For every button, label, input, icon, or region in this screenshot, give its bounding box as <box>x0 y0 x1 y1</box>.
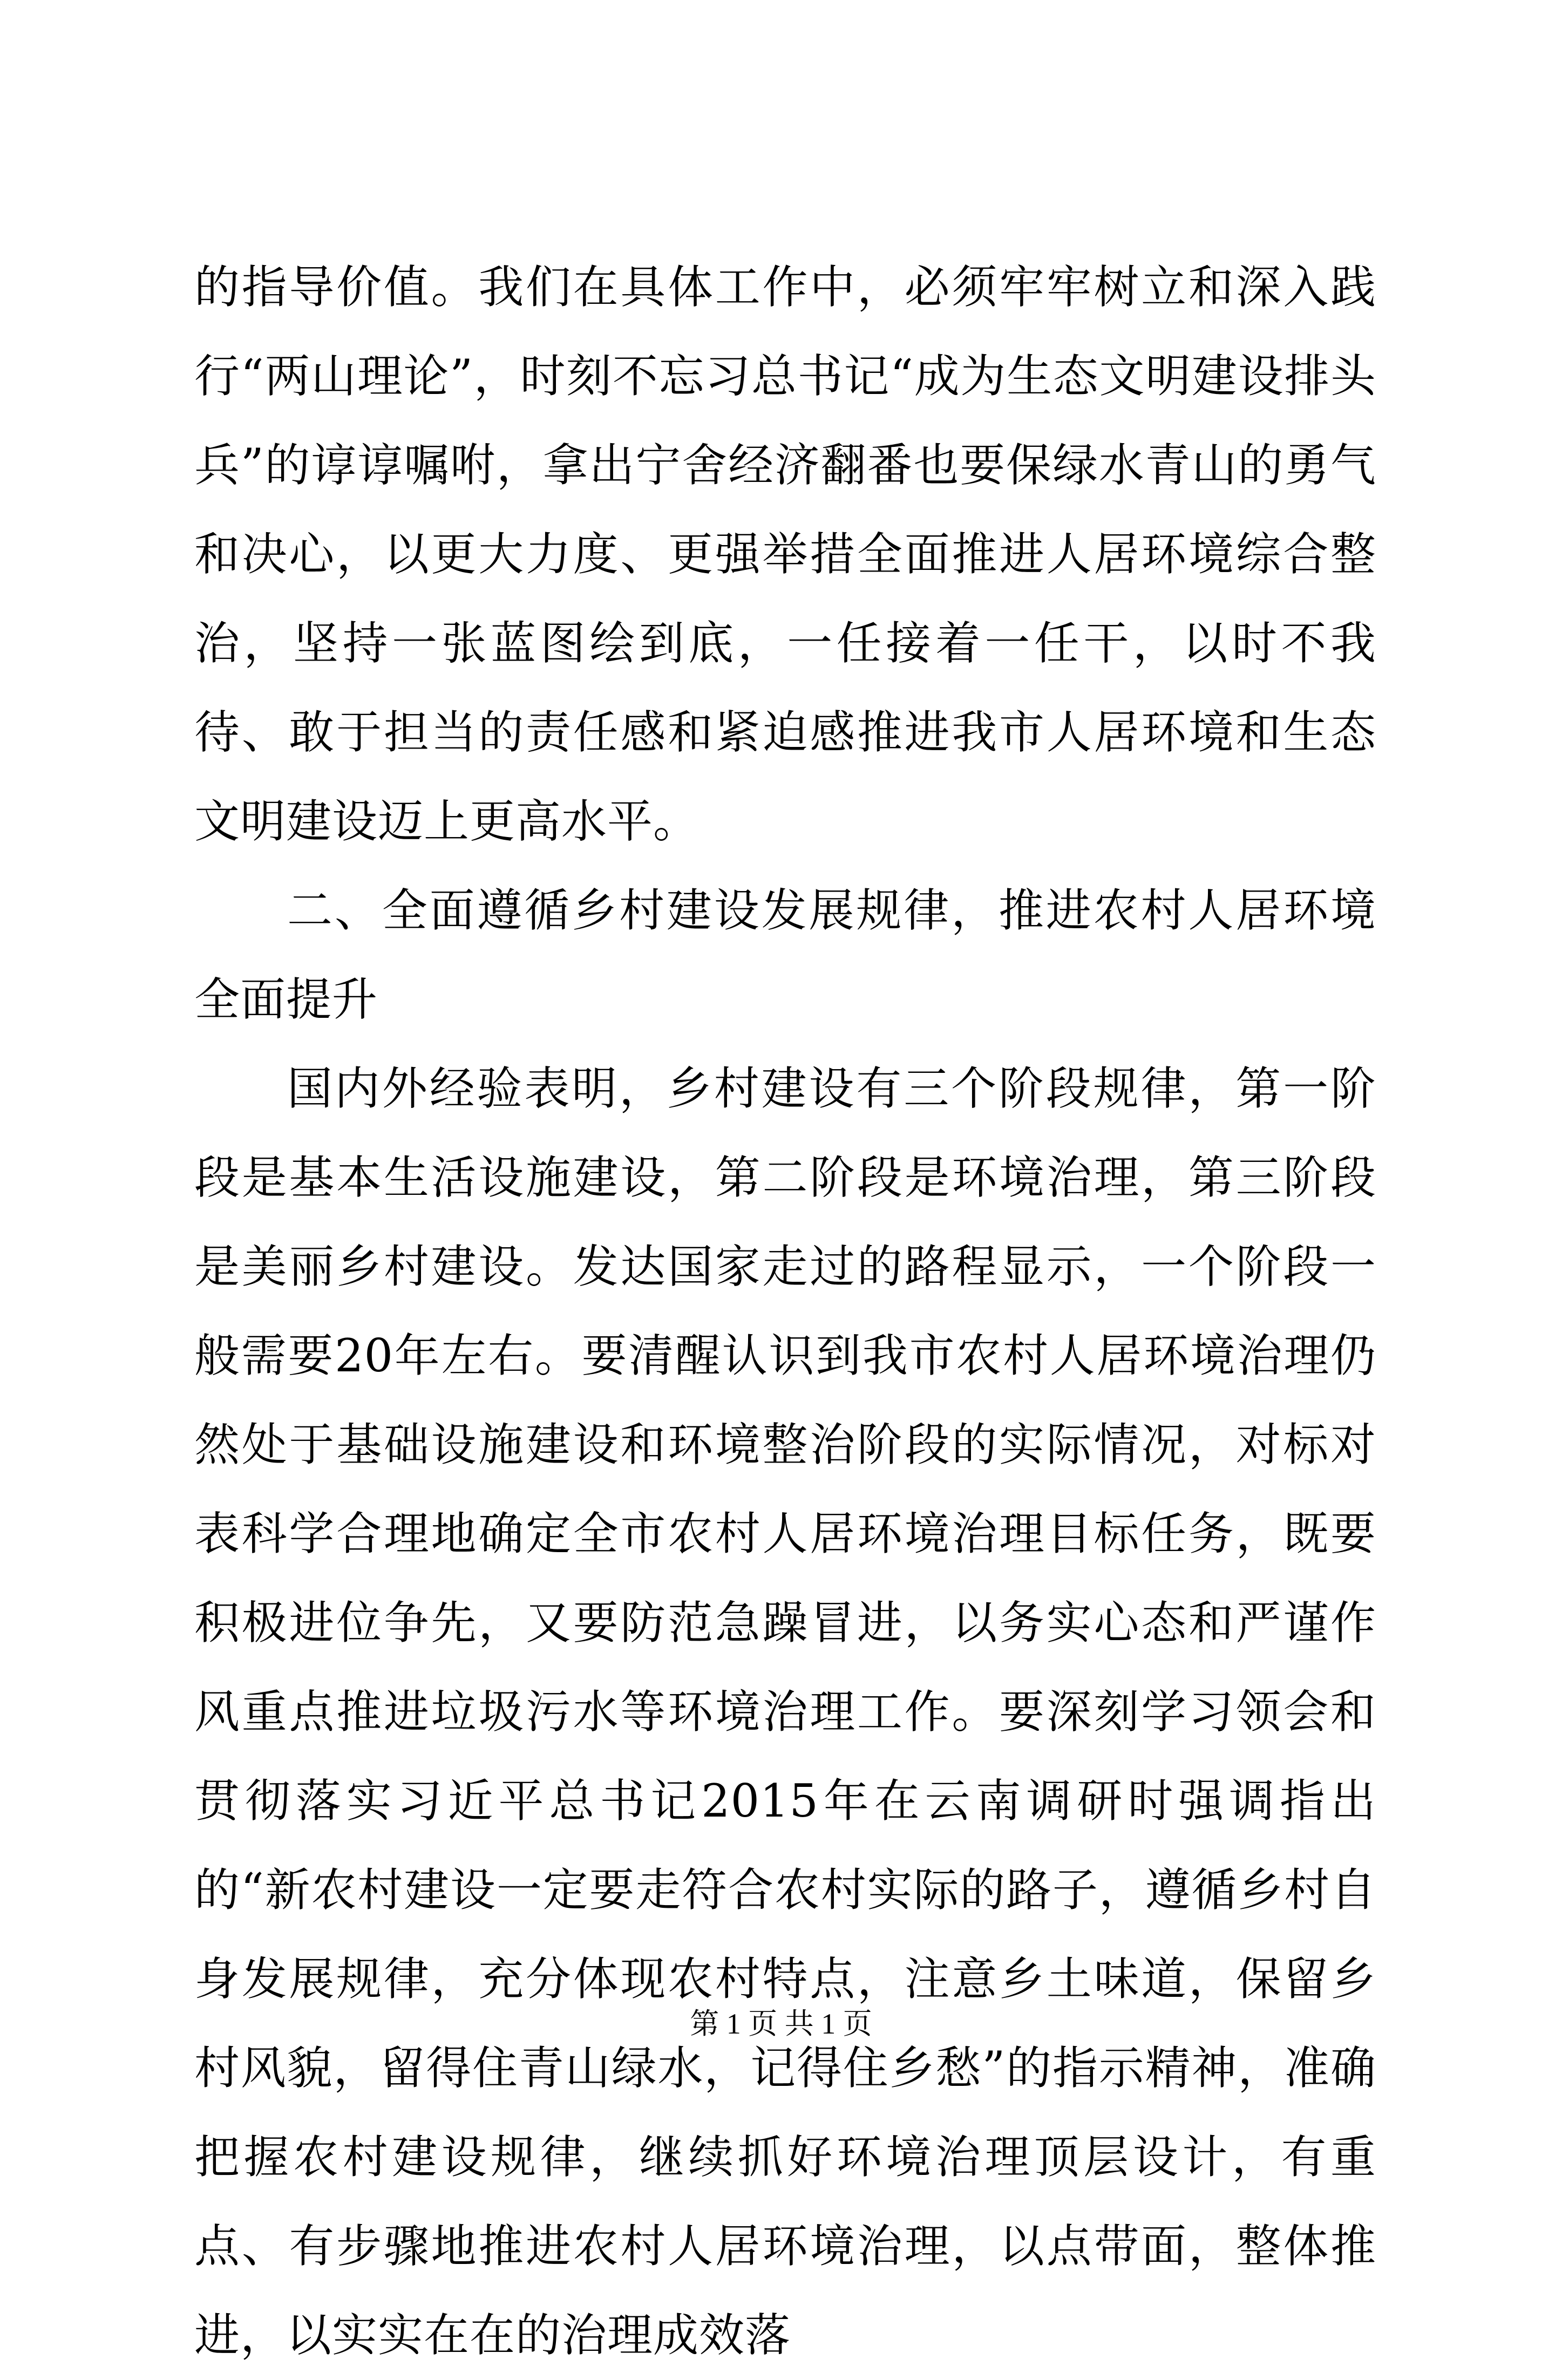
page-number-footer: 第 1 页 共 1 页 <box>690 2008 872 2040</box>
paragraph-continuation: 的指导价值。我们在具体工作中，必须牢牢树立和深入践行“两山理论”，时刻不忘习总书记“成为生态文明建设排头兵”的谆谆嘱咐，拿出宁舍经济翻番也要保绿水青山的勇气和决心，以更大力度、更强举措全面推进人居环境综合整治，坚持一张蓝图绘到底，一任接着一任干，以时不我待、敢于担当的责任感和紧迫感推进我市人居环境和生态文明建设迈上更高水平。 <box>194 261 1376 848</box>
paragraph-body: 国内外经验表明，乡村建设有三个阶段规律，第一阶段是基本生活设施建设，第二阶段是环境治理，第三阶段是美丽乡村建设。发达国家走过的路程显示，一个阶段一般需要20年左右。要清醒认识到我市农村人居环境治理仍然处于基础设施建设和环境整治阶段的实际情况，对标对表科学合理地确定全市农村人居环境治理目标任务，既要积极进位争先，又要防范急躁冒进，以务实心态和严谨作风重点推进垃圾污水等环境治理工作。要深刻学习领会和贯彻落实习近平总书记2015年在云南调研时强调指出的“新农村建设一定要走符合农村实际的路子，遵循乡村自身发展规律，充分体现农村特点，注意乡土味道，保留乡村风貌，留得住青山绿水，记得住乡愁”的指示精神，准确把握农村建设规律，继续抓好环境治理顶层设计，有重点、有步骤地推进农村人居环境治理，以点带面，整体推进，以实实在在的治理成效落 <box>194 1062 1376 2362</box>
section-heading: 二、全面遵循乡村建设发展规律，推进农村人居环境全面提升 <box>194 884 1376 1026</box>
document-body <box>194 243 1376 2380</box>
